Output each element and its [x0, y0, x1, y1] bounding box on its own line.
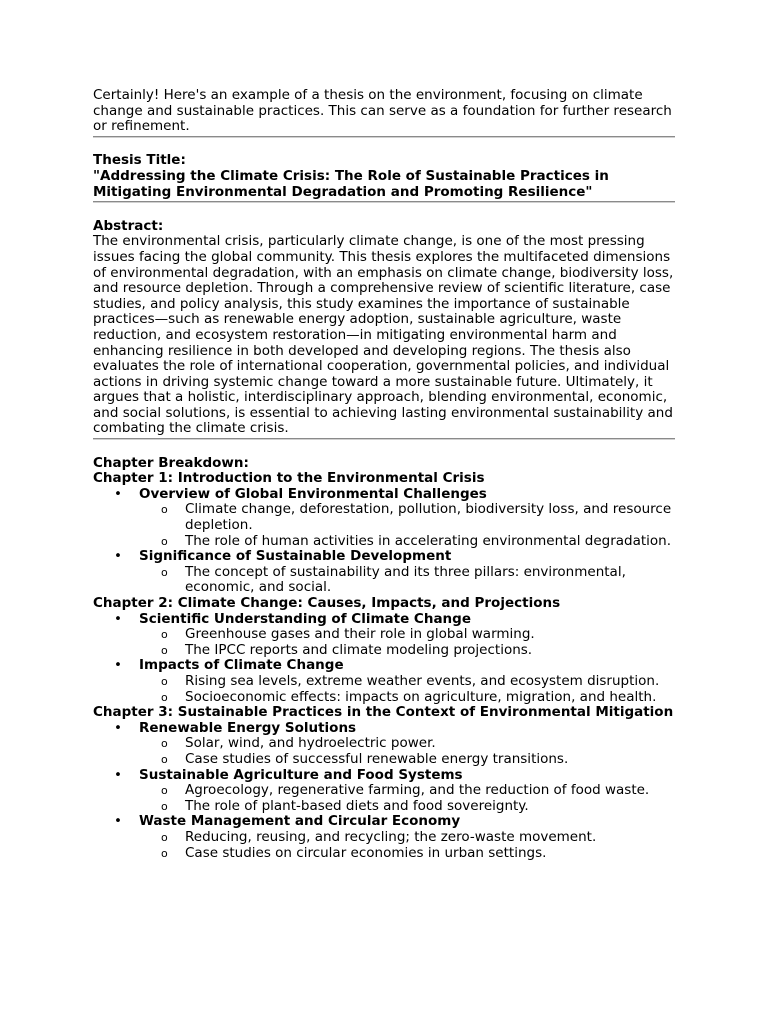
subitem-text: Case studies on circular economies in urban settings.: [185, 844, 547, 861]
subitem-text: Greenhouse gases and their role in global warming.: [185, 626, 535, 643]
circle-bullet-icon: o: [161, 799, 168, 813]
subitem: [139, 752, 675, 768]
bullet-icon: •: [114, 485, 122, 502]
section-title: Sustainable Agriculture and Food Systems: [139, 766, 463, 783]
circle-bullet-icon: o: [161, 830, 168, 844]
chapter-breakdown-label: Chapter Breakdown:: [93, 454, 249, 471]
circle-bullet-icon: o: [161, 752, 168, 766]
document-page: [93, 88, 675, 861]
circle-bullet-icon: o: [161, 534, 168, 548]
subitem: [139, 565, 675, 596]
section-title: Overview of Global Environmental Challenges: [139, 485, 487, 502]
subitem: [139, 502, 675, 533]
subitem-text: Socioeconomic effects: impacts on agriculture, migration, and health.: [185, 688, 657, 705]
circle-bullet-icon: o: [161, 784, 168, 798]
subitem-text: The concept of sustainability and its three pillars: environmental, economic, and social.: [185, 563, 626, 596]
circle-bullet-icon: o: [161, 846, 168, 860]
circle-bullet-icon: o: [161, 643, 168, 657]
subitem-text: Solar, wind, and hydroelectric power.: [185, 735, 436, 752]
subitem: [139, 643, 675, 659]
section-item: [93, 658, 675, 705]
section-list: [93, 721, 675, 861]
thesis-title: "Addressing the Climate Crisis: The Role of Sustainable Practices in Mitigating Environmental Degradation and Promoting Resilience": [93, 167, 609, 200]
subitem-text: Reducing, reusing, and recycling; the zero-waste movement.: [185, 828, 597, 845]
subitem-list: [139, 565, 675, 596]
subitem: [139, 783, 675, 799]
section-item: [93, 814, 675, 861]
section-item: [93, 612, 675, 659]
subitem: [139, 846, 675, 862]
subitem-list: [139, 627, 675, 658]
subitem-list: [139, 736, 675, 767]
subitem-list: [139, 674, 675, 705]
chapter-title: Chapter 2: Climate Change: Causes, Impacts, and Projections: [93, 595, 561, 611]
bullet-icon: •: [114, 548, 122, 565]
circle-bullet-icon: o: [161, 565, 168, 579]
chapter-breakdown: [93, 471, 675, 861]
section-title: Waste Management and Circular Economy: [139, 813, 461, 830]
chapter-title: Chapter 3: Sustainable Practices in the Context of Environmental Mitigation: [93, 704, 674, 721]
section-list: [93, 487, 675, 596]
intro-paragraph: Certainly! Here's an example of a thesis on the environment, focusing on climate change and sustainable practices. This can serve as a foundation for further research or refinement.: [93, 87, 672, 135]
subitem: [139, 534, 675, 550]
section-title: Significance of Sustainable Development: [139, 548, 452, 565]
subitem: [139, 690, 675, 706]
abstract-label: Abstract:: [93, 217, 164, 234]
thesis-label: Thesis Title:: [93, 152, 186, 169]
bullet-icon: •: [114, 657, 122, 674]
subitem-list: [139, 830, 675, 861]
subitem-text: Rising sea levels, extreme weather events, and ecosystem disruption.: [185, 672, 660, 689]
chapter-title: Chapter 1: Introduction to the Environmental Crisis: [93, 470, 485, 487]
subitem: [139, 736, 675, 752]
abstract-text: The environmental crisis, particularly climate change, is one of the most pressing issues facing the global community. This thesis explores the multifaceted dimensions of environmental degradation, with an emphasis on climate change, biodiversity loss, and resource depletion. Through a comprehensive review of scientific literature, case studies, and policy analysis, this study examines the importance of sustainable practices—such as renewable energy adoption, sustainable agriculture, waste reduction, and ecosystem restoration—in mitigating environmental harm and enhancing resilience in both developed and developing regions. The thesis also evaluates the role of international cooperation, governmental policies, and individual actions in driving systemic change toward a more sustainable future. Ultimately, it argues that a holistic, interdisciplinary approach, blending environmental, economic, and social solutions, is essential to achieving lasting environmental sustainability and combating the climate crisis.: [93, 233, 674, 437]
subitem-text: Case studies of successful renewable energy transitions.: [185, 750, 569, 767]
section-list: [93, 612, 675, 706]
circle-bullet-icon: o: [161, 503, 168, 517]
circle-bullet-icon: o: [161, 737, 168, 751]
subitem-text: Climate change, deforestation, pollution, biodiversity loss, and resource depletion.: [185, 501, 672, 534]
section-title: Renewable Energy Solutions: [139, 719, 357, 736]
section-title: Scientific Understanding of Climate Change: [139, 610, 471, 627]
circle-bullet-icon: o: [161, 628, 168, 642]
subitem: [139, 674, 675, 690]
subitem: [139, 799, 675, 815]
section-item: [93, 549, 675, 596]
section-item: [93, 768, 675, 815]
subitem: [139, 830, 675, 846]
section-title: Impacts of Climate Change: [139, 657, 344, 674]
subitem: [139, 627, 675, 643]
subitem-text: The role of plant-based diets and food sovereignty.: [185, 797, 529, 814]
bullet-icon: •: [114, 610, 122, 627]
section-item: [93, 721, 675, 768]
bullet-icon: •: [114, 766, 122, 783]
subitem-text: The IPCC reports and climate modeling projections.: [185, 641, 533, 658]
subitem-list: [139, 783, 675, 814]
circle-bullet-icon: o: [161, 690, 168, 704]
subitem-text: The role of human activities in accelerating environmental degradation.: [185, 532, 672, 549]
subitem-list: [139, 502, 675, 549]
bullet-icon: •: [114, 719, 122, 736]
subitem-text: Agroecology, regenerative farming, and the reduction of food waste.: [185, 782, 650, 799]
bullet-icon: •: [114, 813, 122, 830]
circle-bullet-icon: o: [161, 674, 168, 688]
section-item: [93, 487, 675, 549]
